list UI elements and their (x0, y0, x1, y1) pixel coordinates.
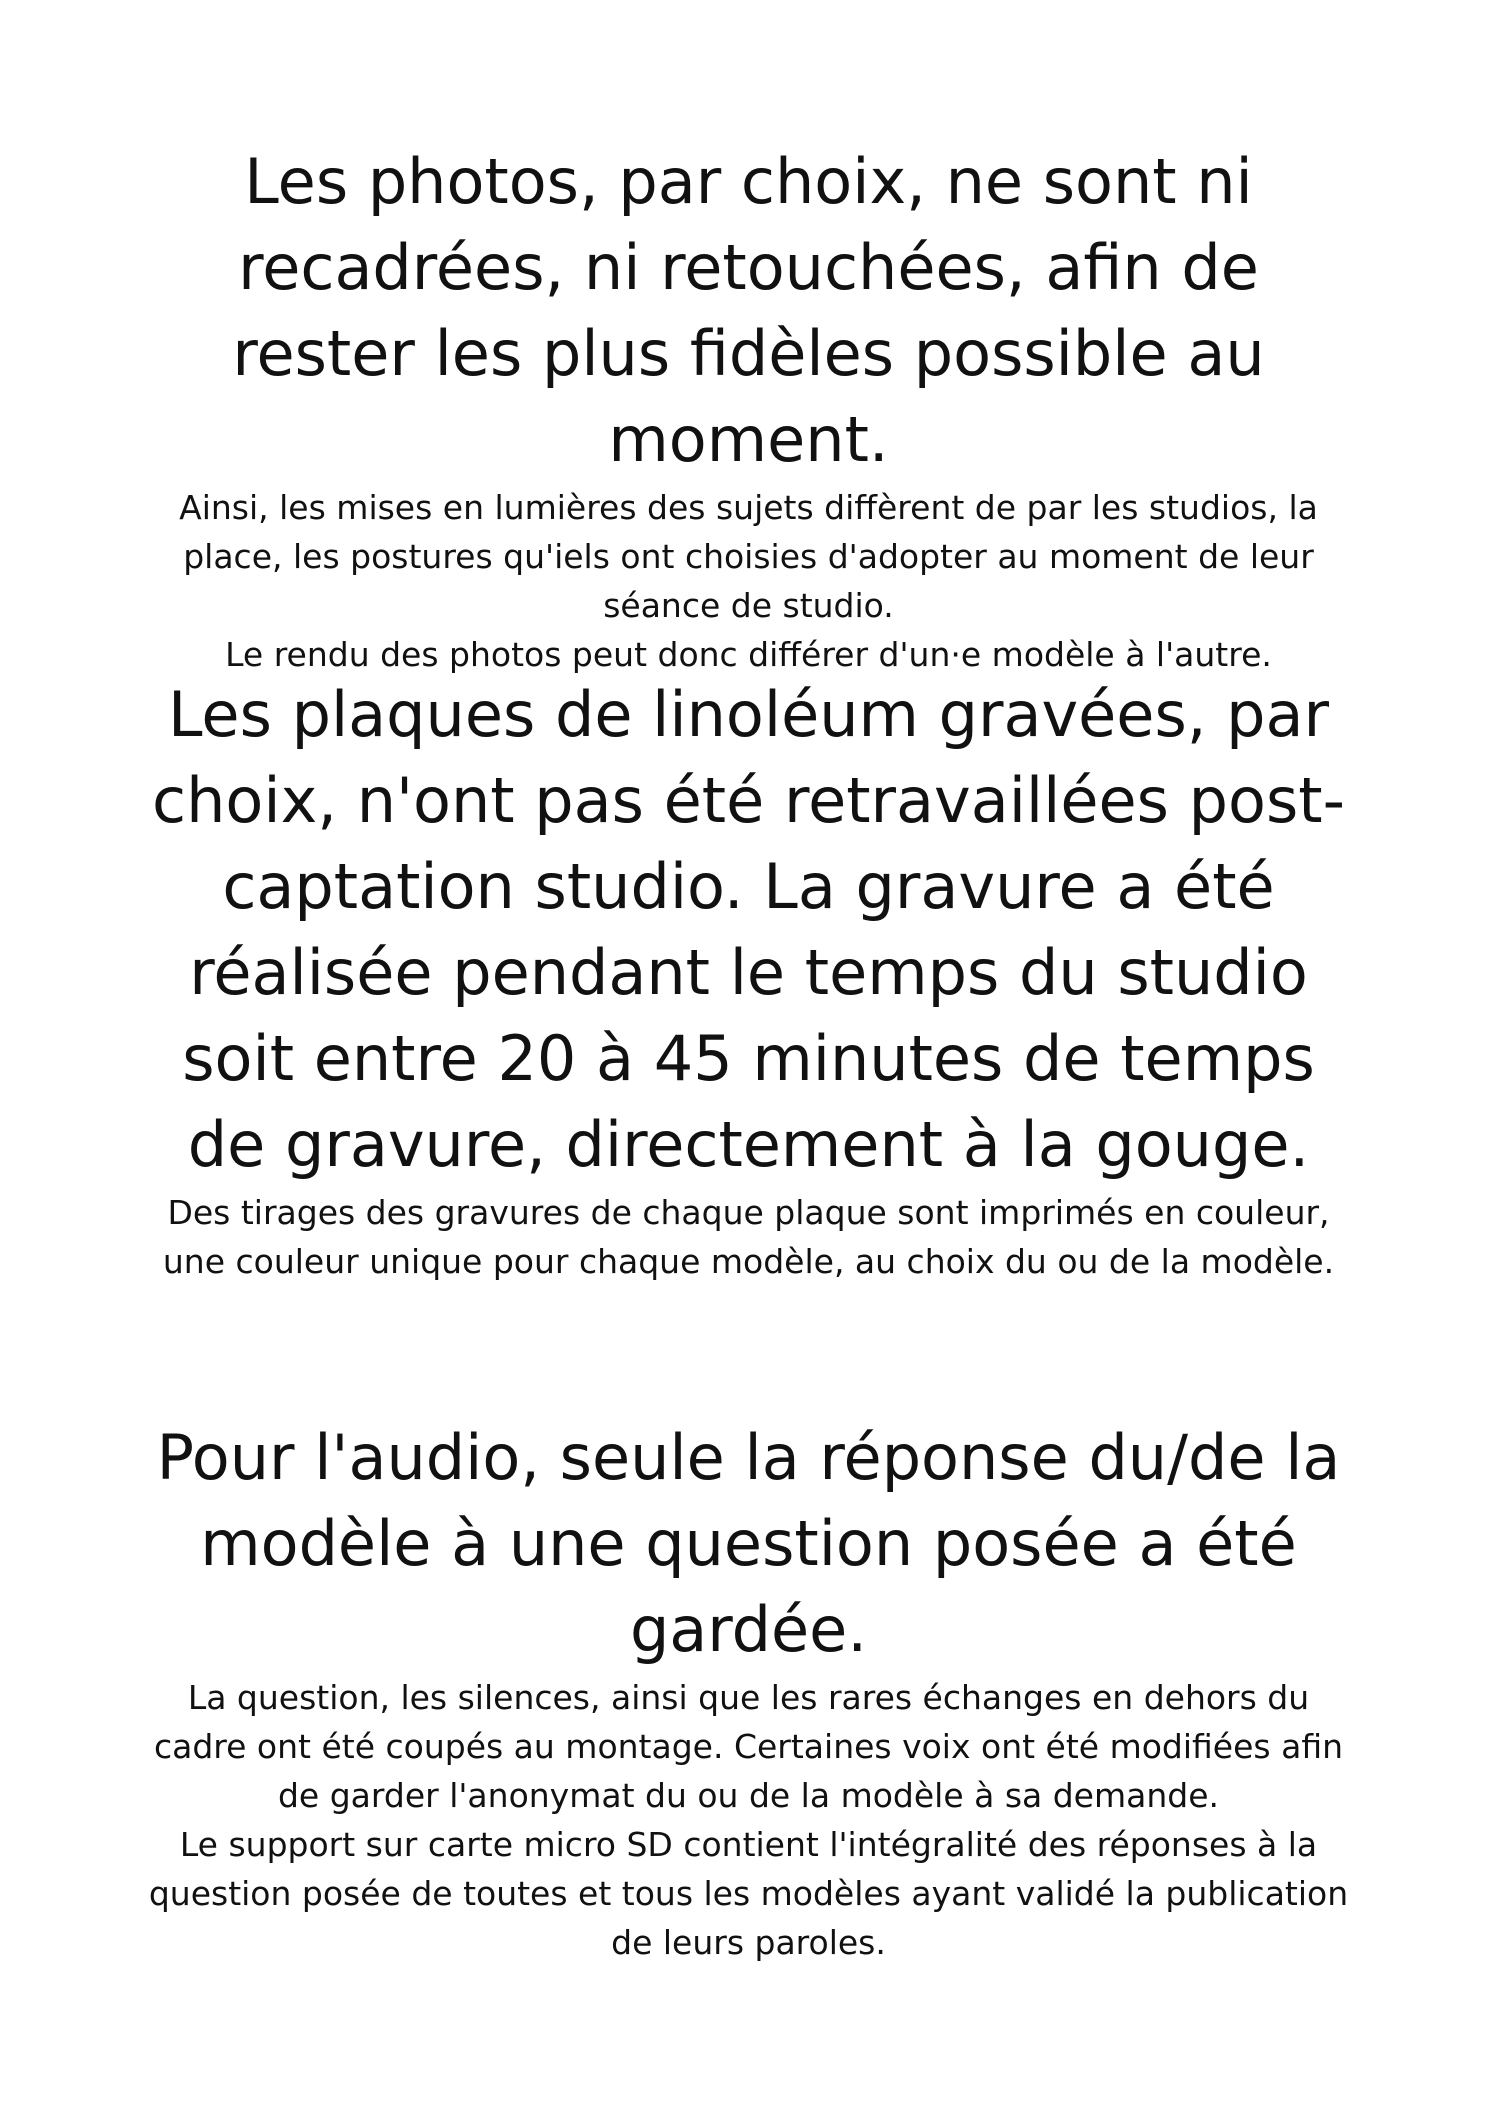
section-body (140, 1188, 1357, 1286)
section-audio (140, 1415, 1357, 1967)
section-body (140, 483, 1357, 679)
section-linoleum (140, 672, 1357, 1286)
body-paragraph: Ainsi, les mises en lumières des sujets diffèrent de par les studios, la place, les postures qu'iels ont choisies d'adopter au moment de leur séance de studio. (179, 488, 1318, 625)
body-paragraph: Le rendu des photos peut donc différer d'un·e modèle à l'autre. (225, 635, 1272, 674)
section-heading: Les plaques de linoléum gravées, par choix, n'ont pas été retravaillées post-captation studio. La gravure a été réalisée pendant le temps du studio soit entre 20 à 45 minutes de temps de gravure, directement à la gouge. (152, 678, 1345, 1181)
body-paragraph: Le support sur carte micro SD contient l'intégralité des réponses à la question posée de toutes et tous les modèles ayant validé la publication de leurs paroles. (148, 1825, 1349, 1962)
section-body (140, 1673, 1357, 1967)
section-photos (140, 139, 1357, 679)
section-heading: Les photos, par choix, ne sont ni recadrées, ni retouchées, afin de rester les plus fidèles possible au moment. (232, 145, 1265, 476)
section-heading: Pour l'audio, seule la réponse du/de la modèle à une question posée a été gardée. (156, 1421, 1341, 1666)
body-paragraph: La question, les silences, ainsi que les rares échanges en dehors du cadre ont été coupés au montage. Certaines voix ont été modifiées afin de garder l'anonymat du ou de la modèle à sa demande. (153, 1678, 1344, 1815)
body-paragraph: Des tirages des gravures de chaque plaque sont imprimés en couleur, une couleur unique pour chaque modèle, au choix du ou de la modèle. (162, 1193, 1335, 1281)
